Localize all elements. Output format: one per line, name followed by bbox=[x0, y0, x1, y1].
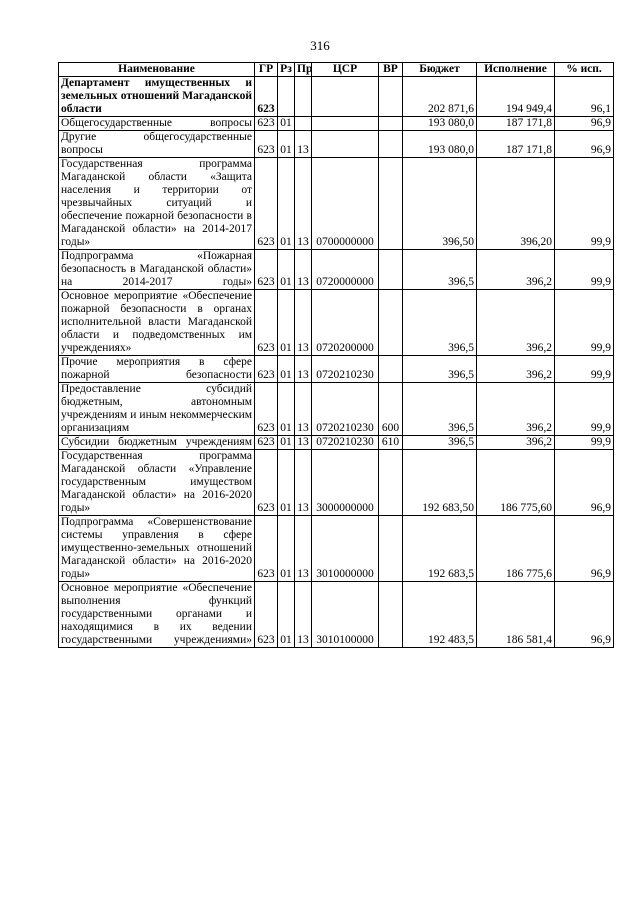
row-budget: 192 483,5 bbox=[403, 582, 477, 648]
header-gr: ГР bbox=[255, 63, 278, 77]
row-vr bbox=[379, 131, 403, 158]
row-execution: 194 949,4 bbox=[477, 77, 555, 117]
row-name: Подпрограмма «Пожарная безопасность в Магаданской области» на 2014-2017 годы» bbox=[59, 250, 255, 290]
row-gr: 623 bbox=[255, 290, 278, 356]
row-rz: 01 bbox=[278, 383, 295, 436]
row-pr: 13 bbox=[295, 290, 312, 356]
row-pr: 13 bbox=[295, 158, 312, 250]
row-name: Прочие мероприятия в сфере пожарной безопасности bbox=[59, 356, 255, 383]
budget-table bbox=[58, 62, 614, 648]
row-csr: 0720210230 bbox=[312, 436, 379, 450]
row-vr bbox=[379, 158, 403, 250]
row-execution: 396,2 bbox=[477, 356, 555, 383]
row-pr: 13 bbox=[295, 436, 312, 450]
header-csr: ЦСР bbox=[312, 63, 379, 77]
row-rz: 01 bbox=[278, 117, 295, 131]
table-row bbox=[59, 131, 614, 158]
row-pr: 13 bbox=[295, 250, 312, 290]
row-pr: 13 bbox=[295, 356, 312, 383]
row-vr bbox=[379, 516, 403, 582]
row-pr: 13 bbox=[295, 516, 312, 582]
row-budget: 396,5 bbox=[403, 356, 477, 383]
row-rz: 01 bbox=[278, 582, 295, 648]
row-csr: 3010100000 bbox=[312, 582, 379, 648]
table-row bbox=[59, 77, 614, 117]
row-name: Общегосударственные вопросы bbox=[59, 117, 255, 131]
row-pr bbox=[295, 117, 312, 131]
row-budget: 396,5 bbox=[403, 436, 477, 450]
page-number: 316 bbox=[310, 38, 330, 53]
row-execution: 187 171,8 bbox=[477, 131, 555, 158]
row-budget: 396,5 bbox=[403, 383, 477, 436]
row-gr: 623 bbox=[255, 131, 278, 158]
row-pr: 13 bbox=[295, 450, 312, 516]
row-rz: 01 bbox=[278, 436, 295, 450]
row-pr bbox=[295, 77, 312, 117]
row-gr: 623 bbox=[255, 436, 278, 450]
row-budget: 192 683,5 bbox=[403, 516, 477, 582]
row-percent: 96,9 bbox=[555, 582, 614, 648]
header-rz: Рз bbox=[278, 63, 295, 77]
row-percent: 96,9 bbox=[555, 516, 614, 582]
table-row bbox=[59, 516, 614, 582]
row-percent: 96,9 bbox=[555, 450, 614, 516]
row-execution: 186 581,4 bbox=[477, 582, 555, 648]
row-gr: 623 bbox=[255, 158, 278, 250]
row-percent: 96,9 bbox=[555, 117, 614, 131]
row-execution: 396,20 bbox=[477, 158, 555, 250]
row-name: Подпрограмма «Совершенствование системы управления в сфере имущественно-земельных отношений Магаданской области» на 2016-2020 годы» bbox=[59, 516, 255, 582]
row-name: Государственная программа Магаданской области «Управление государственным имуществом Магаданской области» на 2016-2020 годы» bbox=[59, 450, 255, 516]
row-csr: 3000000000 bbox=[312, 450, 379, 516]
table-row bbox=[59, 356, 614, 383]
row-percent: 99,9 bbox=[555, 290, 614, 356]
row-csr bbox=[312, 117, 379, 131]
row-name: Государственная программа Магаданской области «Защита населения и территории от чрезвычайных ситуаций и обеспечение пожарной безопасности в Магаданской области» на 2014-2017 годы» bbox=[59, 158, 255, 250]
row-budget: 192 683,50 bbox=[403, 450, 477, 516]
row-budget: 396,50 bbox=[403, 158, 477, 250]
row-percent: 96,1 bbox=[555, 77, 614, 117]
row-vr bbox=[379, 77, 403, 117]
row-execution: 396,2 bbox=[477, 290, 555, 356]
row-execution: 186 775,6 bbox=[477, 516, 555, 582]
row-percent: 99,9 bbox=[555, 250, 614, 290]
header-budget: Бюджет bbox=[403, 63, 477, 77]
row-rz: 01 bbox=[278, 516, 295, 582]
header-name: Наименование bbox=[59, 63, 255, 77]
row-rz: 01 bbox=[278, 158, 295, 250]
row-percent: 99,9 bbox=[555, 436, 614, 450]
row-csr bbox=[312, 131, 379, 158]
row-name: Другие общегосударственные вопросы bbox=[59, 131, 255, 158]
row-vr: 610 bbox=[379, 436, 403, 450]
table-row bbox=[59, 383, 614, 436]
row-percent: 99,9 bbox=[555, 383, 614, 436]
row-budget: 396,5 bbox=[403, 290, 477, 356]
row-pr: 13 bbox=[295, 383, 312, 436]
row-vr: 600 bbox=[379, 383, 403, 436]
row-csr: 0720210230 bbox=[312, 383, 379, 436]
row-gr: 623 bbox=[255, 383, 278, 436]
row-execution: 396,2 bbox=[477, 383, 555, 436]
row-gr: 623 bbox=[255, 117, 278, 131]
row-rz: 01 bbox=[278, 250, 295, 290]
row-vr bbox=[379, 290, 403, 356]
row-budget: 193 080,0 bbox=[403, 131, 477, 158]
table-row bbox=[59, 582, 614, 648]
row-budget: 193 080,0 bbox=[403, 117, 477, 131]
row-pr: 13 bbox=[295, 131, 312, 158]
row-name: Основное мероприятие «Обеспечение выполнения функций государственными органами и находящимися в их ведении государственными учреждениями» bbox=[59, 582, 255, 648]
row-gr: 623 bbox=[255, 356, 278, 383]
row-vr bbox=[379, 250, 403, 290]
row-name: Предоставление субсидий бюджетным, автономным учреждениям и иным некоммерческим организациям bbox=[59, 383, 255, 436]
header-pr: Пр bbox=[295, 63, 312, 77]
row-vr bbox=[379, 450, 403, 516]
row-execution: 396,2 bbox=[477, 250, 555, 290]
table-row bbox=[59, 158, 614, 250]
table-row bbox=[59, 250, 614, 290]
row-rz: 01 bbox=[278, 131, 295, 158]
row-budget: 202 871,6 bbox=[403, 77, 477, 117]
row-rz: 01 bbox=[278, 290, 295, 356]
row-execution: 187 171,8 bbox=[477, 117, 555, 131]
row-gr: 623 bbox=[255, 450, 278, 516]
header-execution: Исполнение bbox=[477, 63, 555, 77]
row-csr: 0700000000 bbox=[312, 158, 379, 250]
row-percent: 99,9 bbox=[555, 356, 614, 383]
row-vr bbox=[379, 582, 403, 648]
row-csr bbox=[312, 77, 379, 117]
row-execution: 396,2 bbox=[477, 436, 555, 450]
row-gr: 623 bbox=[255, 582, 278, 648]
row-gr: 623 bbox=[255, 250, 278, 290]
row-gr: 623 bbox=[255, 516, 278, 582]
row-vr bbox=[379, 356, 403, 383]
row-vr bbox=[379, 117, 403, 131]
row-csr: 0720000000 bbox=[312, 250, 379, 290]
row-pr: 13 bbox=[295, 582, 312, 648]
table-row bbox=[59, 290, 614, 356]
row-rz: 01 bbox=[278, 356, 295, 383]
table-row bbox=[59, 436, 614, 450]
row-execution: 186 775,60 bbox=[477, 450, 555, 516]
row-percent: 99,9 bbox=[555, 158, 614, 250]
row-gr: 623 bbox=[255, 77, 278, 117]
row-name: Основное мероприятие «Обеспечение пожарной безопасности в органах исполнительной власти Магаданской области и подведомственных им учреждениях» bbox=[59, 290, 255, 356]
row-budget: 396,5 bbox=[403, 250, 477, 290]
table-row bbox=[59, 117, 614, 131]
row-rz bbox=[278, 77, 295, 117]
row-percent: 96,9 bbox=[555, 131, 614, 158]
row-rz: 01 bbox=[278, 450, 295, 516]
row-csr: 3010000000 bbox=[312, 516, 379, 582]
row-name: Субсидии бюджетным учреждениям bbox=[59, 436, 255, 450]
row-name: Департамент имущественных и земельных отношений Магаданской области bbox=[59, 77, 255, 117]
row-csr: 0720200000 bbox=[312, 290, 379, 356]
header-vr: ВР bbox=[379, 63, 403, 77]
table-header-row bbox=[59, 63, 614, 77]
header-percent: % исп. bbox=[555, 63, 614, 77]
table-row bbox=[59, 450, 614, 516]
row-csr: 0720210230 bbox=[312, 356, 379, 383]
